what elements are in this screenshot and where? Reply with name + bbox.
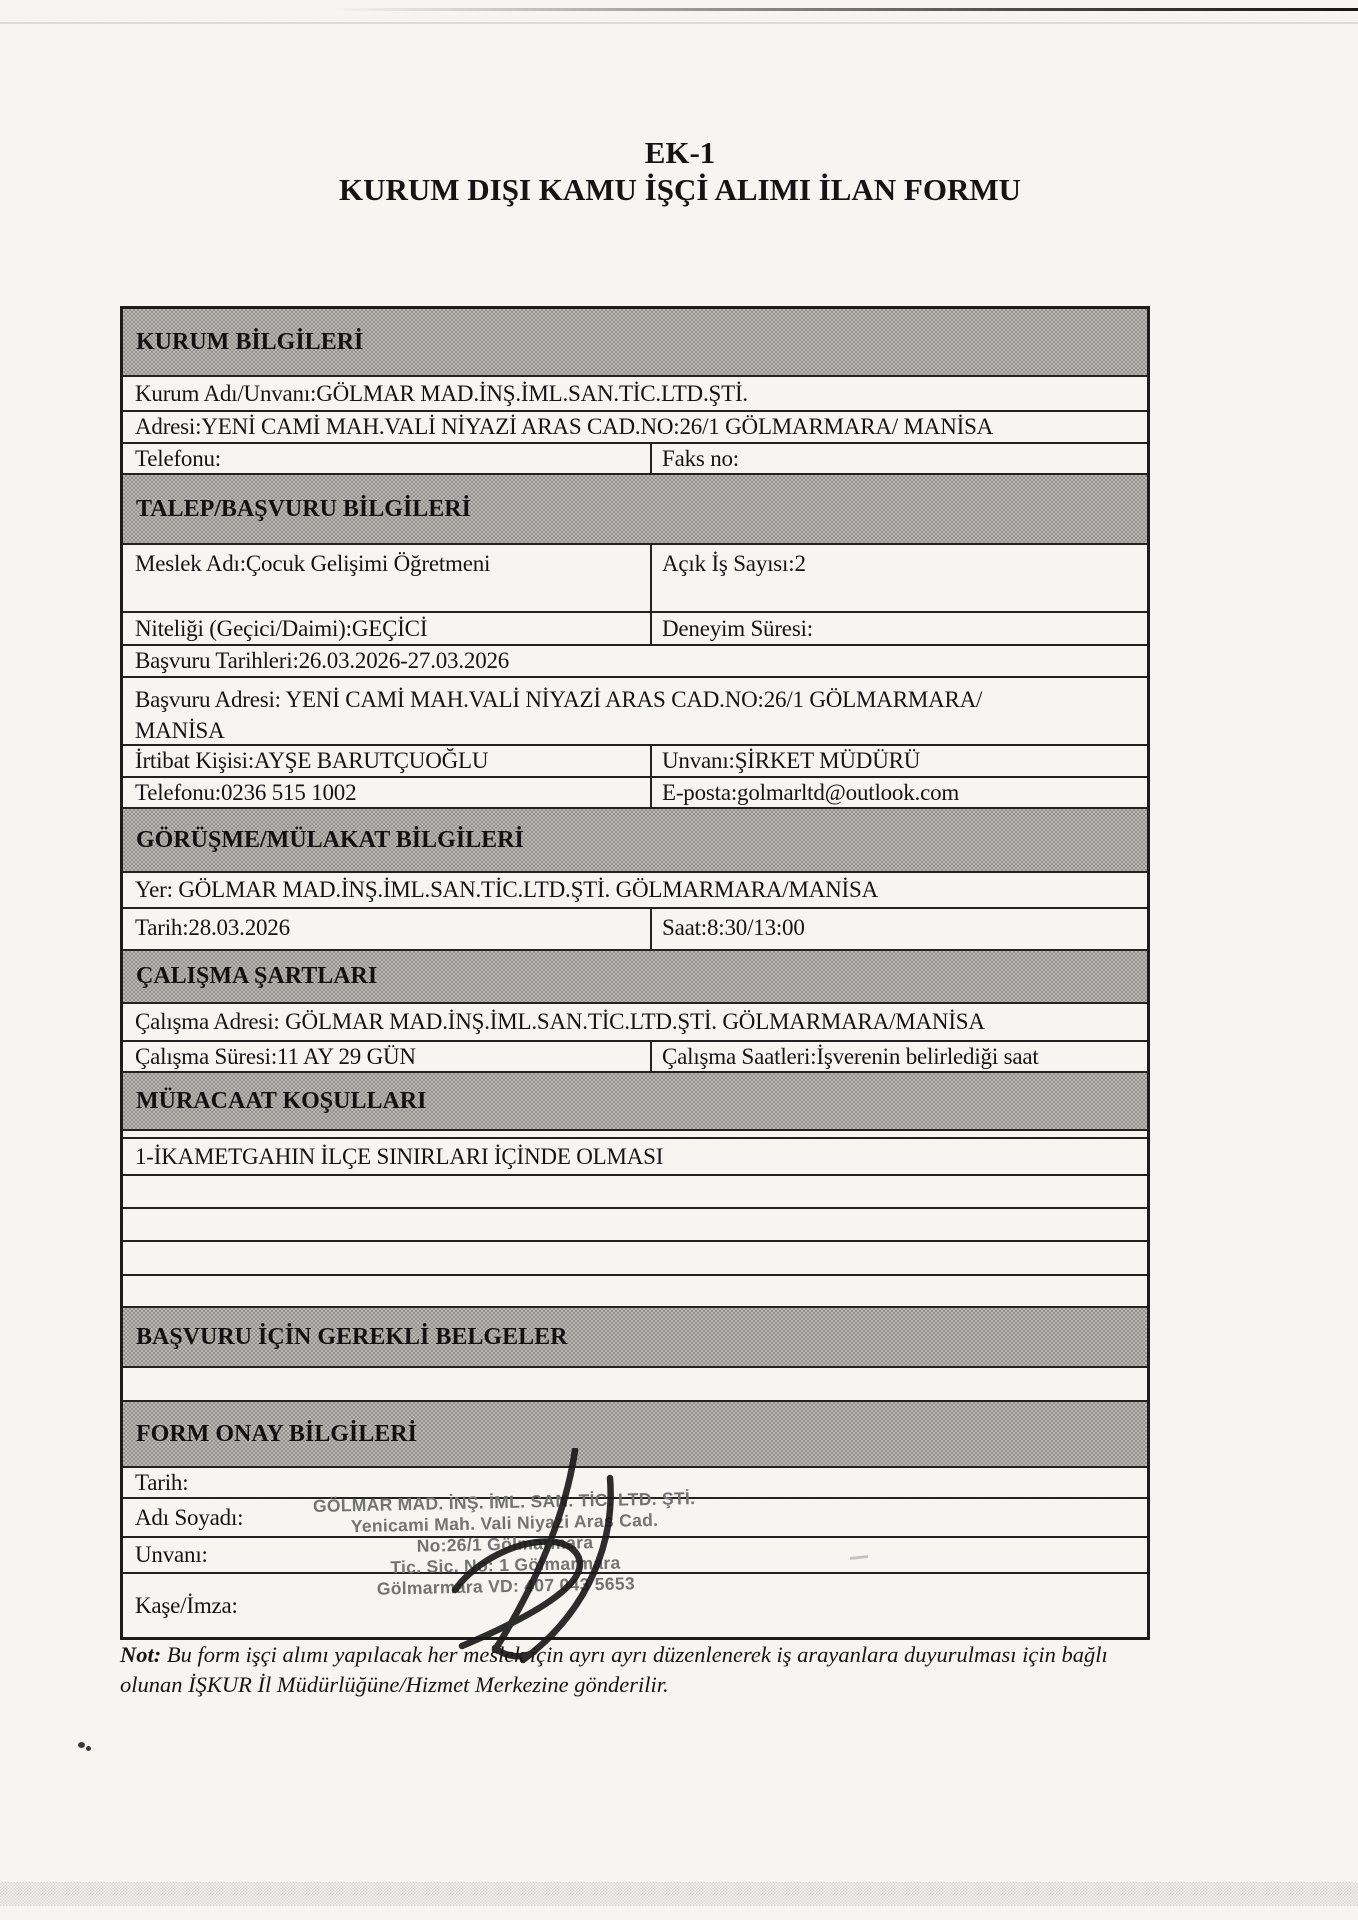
- basvuru-adresi-line1: Başvuru Adresi: YENİ CAMİ MAH.VALİ NİYAZİ ARAS CAD.NO:26/1 GÖLMARMARA/: [135, 687, 983, 712]
- section-header-label: ÇALIŞMA ŞARTLARI: [136, 963, 378, 989]
- field-text: Çalışma Adresi: GÖLMAR MAD.İNŞ.İML.SAN.TİC.LTD.ŞTİ. GÖLMARMARA/MANİSA: [135, 1009, 985, 1034]
- scan-artifact-top-line-faint: [0, 22, 1358, 24]
- field-saat: Saat:8:30/13:00: [650, 909, 1147, 949]
- field-kurum-adi-unvani: [123, 375, 1147, 410]
- field-niteligi: Niteliği (Geçici/Daimi):GEÇİCİ: [135, 615, 428, 641]
- field-telefonu-eposta: [123, 776, 1147, 807]
- section-header-label: TALEP/BAŞVURU BİLGİLERİ: [136, 495, 471, 522]
- empty-row: [123, 1129, 1147, 1137]
- field-irtibat-unvani: [123, 744, 1147, 776]
- field-text: Kurum Adı/Unvanı:GÖLMAR MAD.İNŞ.İML.SAN.TİC.LTD.ŞTİ.: [135, 380, 748, 406]
- empty-row: [123, 1207, 1147, 1240]
- field-calisma-saatleri: Çalışma Saatleri:İşverenin belirlediği saat: [650, 1042, 1147, 1071]
- field-acik-is-sayisi: Açık İş Sayısı:2: [650, 545, 1147, 611]
- field-text: Adı Soyadı:: [135, 1504, 244, 1530]
- scan-artifact-ink-dot: [78, 1742, 85, 1748]
- field-tarih-saat: [123, 907, 1147, 949]
- field-text: Yer: GÖLMAR MAD.İNŞ.İML.SAN.TİC.LTD.ŞTİ. GÖLMARMARA/MANİSA: [135, 877, 878, 902]
- field-irtibat-kisisi: İrtibat Kişisi:AYŞE BARUTÇUOĞLU: [135, 748, 489, 773]
- field-text: Adresi:YENİ CAMİ MAH.VALİ NİYAZİ ARAS CAD.NO:26/1 GÖLMARMARA/ MANİSA: [135, 414, 994, 439]
- field-deneyim-suresi: Deneyim Süresi:: [650, 613, 1147, 644]
- section-header-talep-basvuru: [123, 473, 1147, 543]
- footnote: [120, 1640, 1210, 1700]
- field-faks-label: Faks no:: [650, 444, 1147, 473]
- basvuru-adresi-line2: MANİSA: [135, 718, 225, 743]
- section-header-label: BAŞVURU İÇİN GEREKLİ BELGELER: [136, 1323, 568, 1350]
- field-unvani: Unvanı:ŞİRKET MÜDÜRÜ: [650, 746, 1147, 776]
- document-title: [20, 134, 1340, 208]
- field-meslek-acik-is: [123, 543, 1147, 611]
- field-basvuru-tarihleri: [123, 644, 1147, 676]
- field-telefonu-label: Telefonu:: [135, 445, 221, 471]
- field-meslek-adi: Meslek Adı:Çocuk Gelişimi Öğretmeni: [135, 551, 491, 576]
- field-eposta: E-posta:golmarltd@outlook.com: [650, 778, 1147, 807]
- footnote-line2: olunan İŞKUR İl Müdürlüğüne/Hizmet Merkezine gönderilir.: [120, 1672, 669, 1697]
- field-adresi: [123, 410, 1147, 442]
- stamp-line: Gölmarmara VD: 407 043 5653: [376, 1573, 636, 1599]
- field-text: Tarih:: [135, 1469, 189, 1495]
- section-header-label: KURUM BİLGİLERİ: [136, 328, 364, 355]
- stamp-line: GÖLMAR MAD. İNŞ. İML. SAN. TİC. LTD. ŞTİ.: [312, 1488, 696, 1517]
- field-calisma-suresi-saatleri: [123, 1040, 1147, 1071]
- footnote-text1: Bu form işçi alımı yapılacak her meslek için ayrı ayrı düzenlenerek iş arayanlara duyurulması için bağlı: [161, 1642, 1108, 1667]
- field-calisma-suresi: Çalışma Süresi:11 AY 29 GÜN: [135, 1043, 416, 1069]
- section-header-calisma-sartlari: [123, 949, 1147, 1002]
- empty-row: [123, 1274, 1147, 1306]
- field-basvuru-adresi: [123, 676, 1147, 744]
- field-calisma-adresi: [123, 1002, 1147, 1040]
- title-ek1: EK-1: [644, 135, 716, 170]
- field-niteligi-deneyim: [123, 611, 1147, 644]
- field-telefonu-faks: [123, 442, 1147, 473]
- title-form-name: KURUM DIŞI KAMU İŞÇİ ALIMI İLAN FORMU: [338, 172, 1022, 207]
- field-text: Başvuru Tarihleri:26.03.2026-27.03.2026: [135, 648, 510, 673]
- section-header-label: GÖRÜŞME/MÜLAKAT BİLGİLERİ: [136, 826, 524, 853]
- empty-row: [123, 1366, 1147, 1400]
- scan-artifact-top-line: [330, 8, 1358, 11]
- signature-scrawl: [410, 1448, 670, 1668]
- stamp-line: Yenicami Mah. Vali Niyazi Aras Cad.: [350, 1509, 659, 1537]
- section-header-label: MÜRACAAT KOŞULLARI: [136, 1087, 427, 1114]
- form-table: [120, 306, 1150, 1640]
- field-text: [123, 678, 1147, 746]
- stamp-line: Tic. Sic. No: 1 Gölmarmara: [390, 1552, 621, 1578]
- field-telefonu: Telefonu:0236 515 1002: [135, 779, 357, 805]
- section-header-gorusme-mulakat: [123, 807, 1147, 871]
- scan-artifact-bottom-band: [0, 1882, 1358, 1906]
- field-text: Kaşe/İmza:: [135, 1592, 238, 1618]
- section-header-kurum-bilgileri: [123, 309, 1147, 375]
- empty-row: [123, 1174, 1147, 1207]
- field-tarih: Tarih:28.03.2026: [135, 915, 290, 940]
- section-header-gerekli-belgeler: [123, 1306, 1147, 1366]
- scan-artifact-ink-dot: [86, 1746, 91, 1751]
- footnote-label: Not:: [120, 1642, 162, 1667]
- footnote-line1: [120, 1640, 1210, 1670]
- stamp-line: No:26/1 Gölmarmara: [416, 1532, 594, 1556]
- empty-row: [123, 1240, 1147, 1274]
- section-header-label: FORM ONAY BİLGİLERİ: [136, 1420, 417, 1447]
- field-text: Unvanı:: [135, 1542, 208, 1567]
- field-muracaat-kosulu-1: [123, 1137, 1147, 1174]
- section-header-muracaat-kosullari: [123, 1071, 1147, 1129]
- field-yer: [123, 871, 1147, 907]
- field-text: 1-İKAMETGAHIN İLÇE SINIRLARI İÇİNDE OLMASI: [135, 1143, 664, 1169]
